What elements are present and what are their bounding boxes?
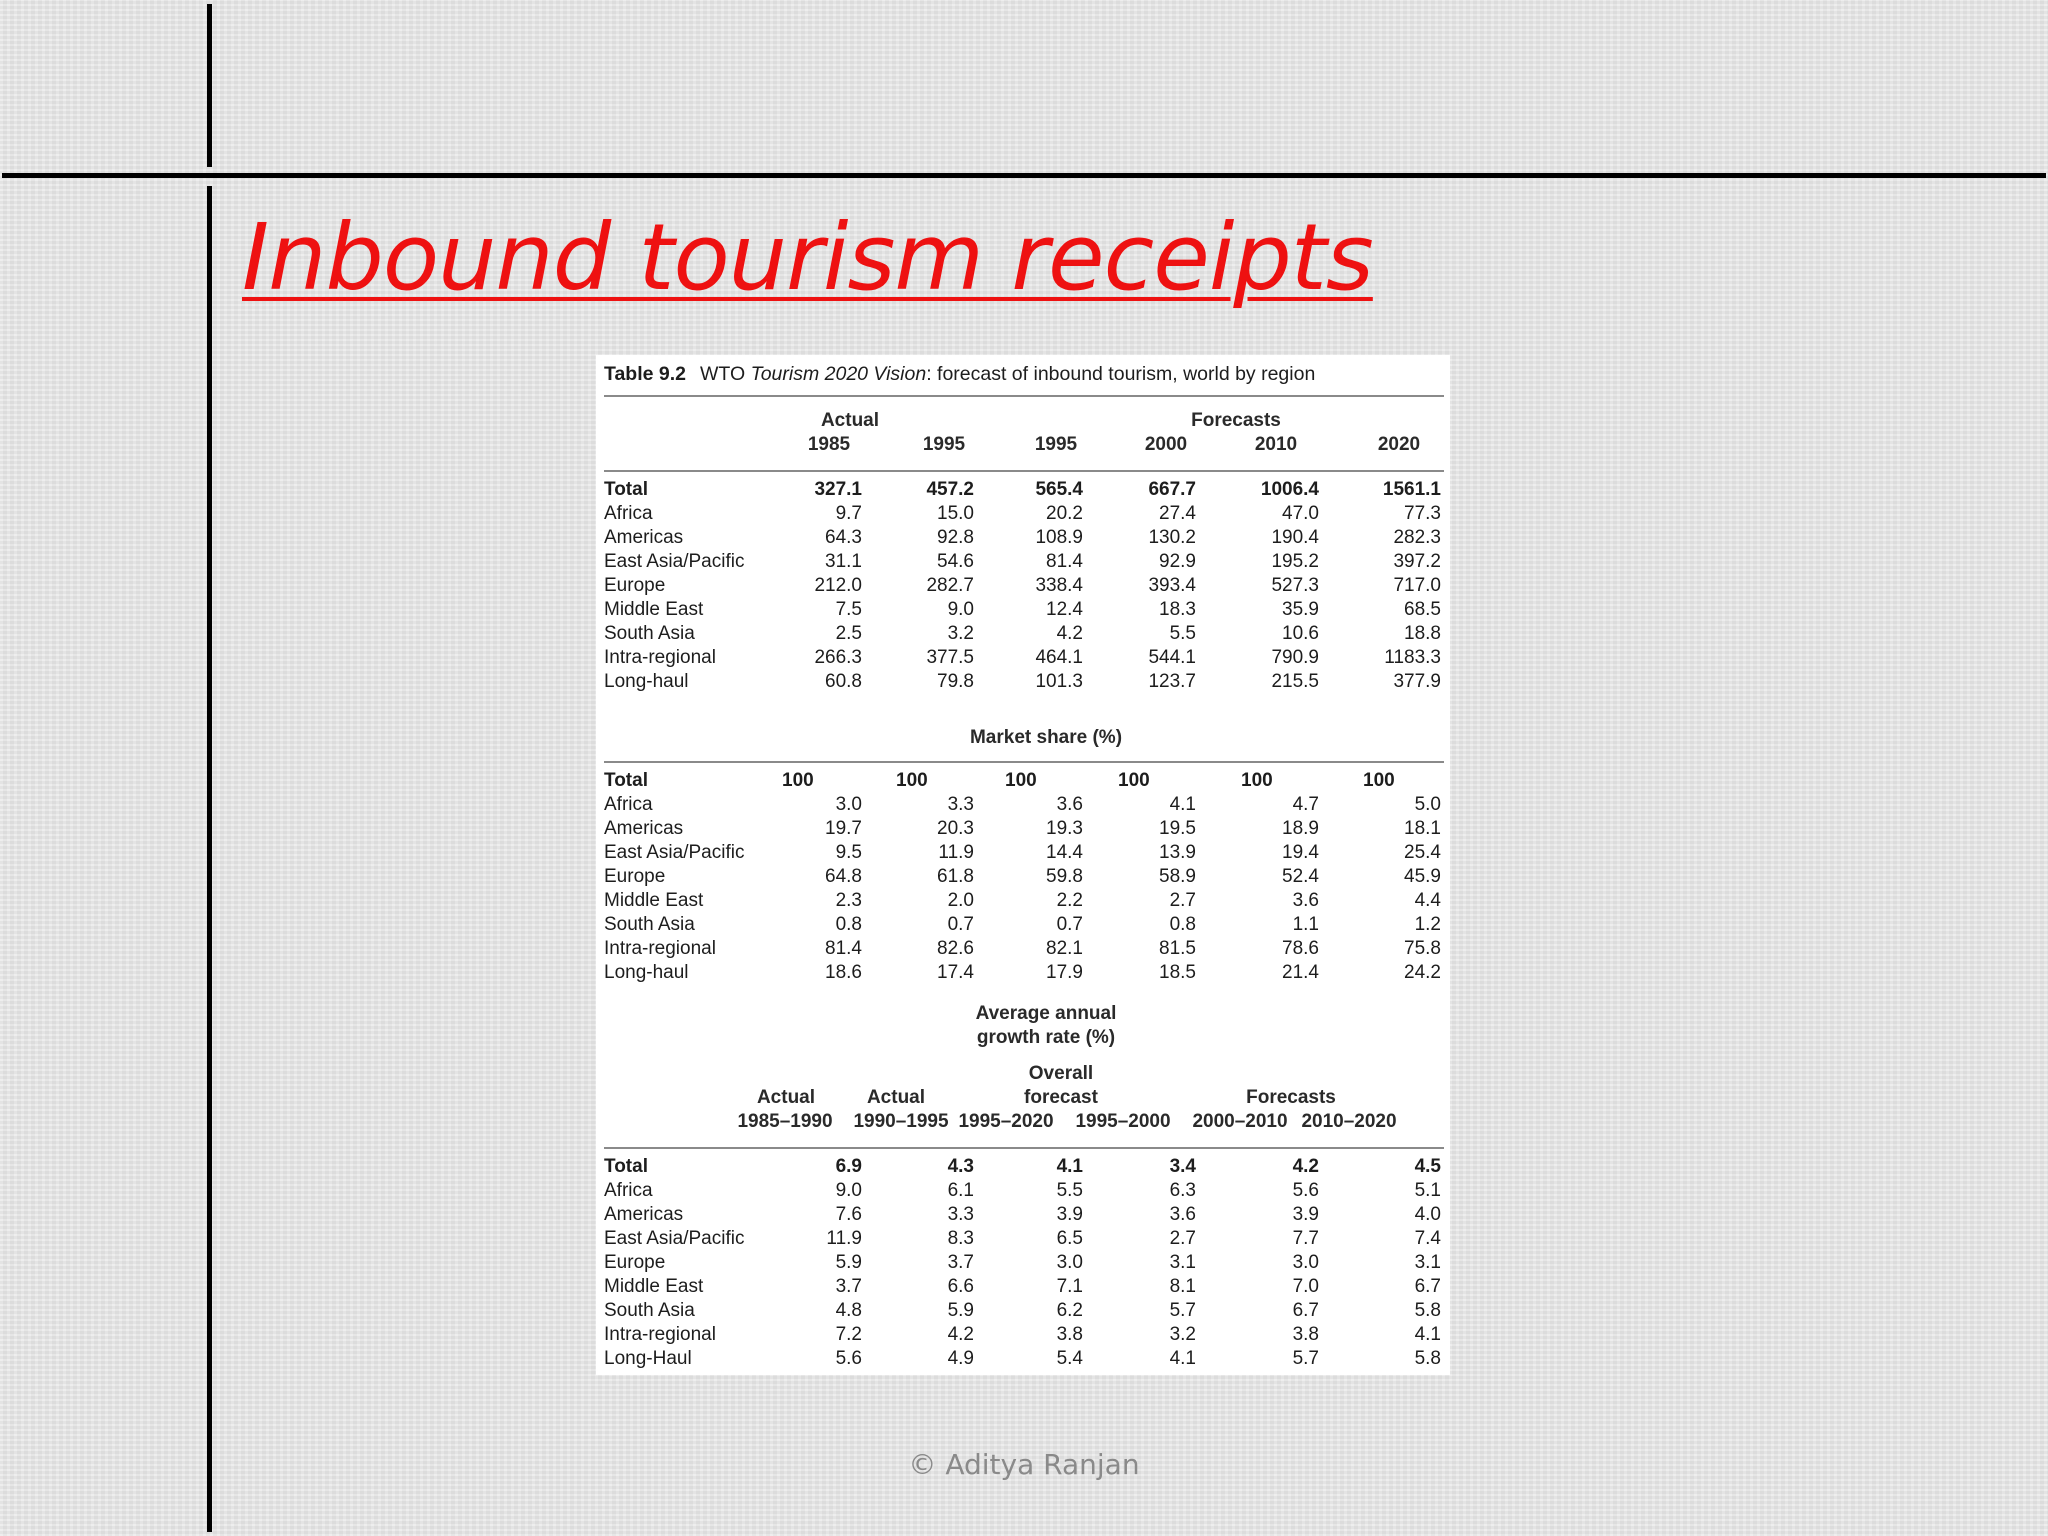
table-cell: 1.1 xyxy=(1292,914,1319,935)
table-rule xyxy=(604,1147,1444,1149)
table-cell: 52.4 xyxy=(1282,866,1319,887)
table-cell: 5.6 xyxy=(835,1348,862,1369)
section-heading-market-share: Market share (%) xyxy=(969,727,1123,748)
row-label: East Asia/Pacific xyxy=(604,842,745,863)
col3-header-line2: forecast xyxy=(1024,1087,1098,1108)
table-cell: 9.0 xyxy=(835,1180,862,1201)
col2-header-line1: Actual xyxy=(866,1087,926,1108)
col5-header: 2000–2010 xyxy=(1192,1111,1288,1132)
table-cell: 100 xyxy=(1118,770,1150,791)
row-label: Americas xyxy=(604,1204,684,1225)
table-cell: 377.9 xyxy=(1393,671,1441,692)
row-label: Europe xyxy=(604,575,666,596)
table-cell: 544.1 xyxy=(1148,647,1196,668)
table-cell: 717.0 xyxy=(1393,575,1441,596)
row-label: Total xyxy=(604,1156,648,1177)
section-heading-growth-line1: Average annual xyxy=(975,1003,1117,1024)
table-cell: 2.3 xyxy=(835,890,862,911)
table-cell: 6.2 xyxy=(1056,1300,1083,1321)
table-cell: 35.9 xyxy=(1282,599,1319,620)
table-cell: 282.3 xyxy=(1393,527,1441,548)
table-cell: 3.7 xyxy=(835,1276,862,1297)
table-cell: 5.7 xyxy=(1169,1300,1196,1321)
table-cell: 61.8 xyxy=(937,866,974,887)
vertical-divider-top xyxy=(207,4,212,167)
table-cell: 18.5 xyxy=(1159,962,1196,983)
col3-header-line1: Overall xyxy=(1028,1063,1094,1084)
table-cell: 100 xyxy=(896,770,928,791)
table-cell: 47.0 xyxy=(1282,503,1319,524)
col1-header-line2: 1985–1990 xyxy=(737,1111,833,1132)
row-label: Long-Haul xyxy=(604,1348,692,1369)
table-cell: 9.7 xyxy=(835,503,862,524)
group-header-actual: Actual xyxy=(820,410,880,431)
year-header: 1985 xyxy=(807,434,851,455)
table-cell: 6.1 xyxy=(947,1180,974,1201)
col4-header: 1995–2000 xyxy=(1075,1111,1171,1132)
row-label: Middle East xyxy=(604,890,704,911)
table-cell: 1.2 xyxy=(1414,914,1441,935)
table-cell: 18.3 xyxy=(1159,599,1196,620)
table-cell: 3.3 xyxy=(947,1204,974,1225)
row-label: Africa xyxy=(604,1180,653,1201)
table-cell: 266.3 xyxy=(814,647,862,668)
table-cell: 4.2 xyxy=(1292,1156,1319,1177)
table-cell: 77.3 xyxy=(1404,503,1441,524)
table-rule xyxy=(604,761,1444,763)
table-cell: 82.6 xyxy=(937,938,974,959)
table-cell: 7.5 xyxy=(835,599,862,620)
year-header: 2020 xyxy=(1377,434,1421,455)
table-cell: 25.4 xyxy=(1404,842,1441,863)
table-cell: 5.8 xyxy=(1414,1348,1441,1369)
table-cell: 215.5 xyxy=(1271,671,1319,692)
table-cell: 100 xyxy=(1005,770,1037,791)
caption-prefix: WTO xyxy=(700,363,751,385)
table-cell: 45.9 xyxy=(1404,866,1441,887)
table-cell: 14.4 xyxy=(1046,842,1083,863)
table-cell: 190.4 xyxy=(1271,527,1319,548)
slide-title: Inbound tourism receipts xyxy=(242,204,1373,311)
table-cell: 5.5 xyxy=(1169,623,1196,644)
table-cell: 0.7 xyxy=(1056,914,1083,935)
table-cell: 64.3 xyxy=(825,527,862,548)
table-cell: 20.2 xyxy=(1046,503,1083,524)
table-cell: 0.7 xyxy=(947,914,974,935)
table-cell: 4.3 xyxy=(947,1156,974,1177)
table-cell: 12.4 xyxy=(1046,599,1083,620)
table-cell: 19.5 xyxy=(1159,818,1196,839)
table-cell: 3.0 xyxy=(835,794,862,815)
table-cell: 667.7 xyxy=(1148,479,1196,500)
table-cell: 282.7 xyxy=(926,575,974,596)
table-cell: 11.9 xyxy=(938,842,974,863)
table-cell: 18.9 xyxy=(1282,818,1319,839)
table-cell: 20.3 xyxy=(937,818,974,839)
table-cell: 5.8 xyxy=(1414,1300,1441,1321)
table-cell: 3.0 xyxy=(1292,1252,1319,1273)
table-cell: 81.4 xyxy=(1046,551,1083,572)
table-cell: 100 xyxy=(1241,770,1273,791)
forecasts-header: Forecasts xyxy=(1246,1087,1336,1108)
row-label: East Asia/Pacific xyxy=(604,1228,745,1249)
col1-header-line1: Actual xyxy=(756,1087,816,1108)
table-cell: 100 xyxy=(1363,770,1395,791)
table-cell: 3.1 xyxy=(1169,1252,1196,1273)
table-cell: 9.0 xyxy=(947,599,974,620)
table-cell: 4.2 xyxy=(947,1324,974,1345)
table-number: Table 9.2 xyxy=(604,363,687,385)
year-header: 1995 xyxy=(1034,434,1078,455)
row-label: Africa xyxy=(604,503,653,524)
table-cell: 18.8 xyxy=(1404,623,1441,644)
table-cell: 100 xyxy=(782,770,814,791)
table-cell: 58.9 xyxy=(1159,866,1196,887)
table-cell: 13.9 xyxy=(1159,842,1196,863)
horizontal-divider xyxy=(2,173,2046,178)
table-cell: 5.0 xyxy=(1414,794,1441,815)
table-cell: 397.2 xyxy=(1393,551,1441,572)
table-cell: 377.5 xyxy=(926,647,974,668)
table-cell: 108.9 xyxy=(1035,527,1083,548)
table-cell: 31.1 xyxy=(825,551,862,572)
vertical-divider xyxy=(207,186,212,1532)
caption-italic: Tourism 2020 Vision xyxy=(750,363,927,385)
table-cell: 8.1 xyxy=(1169,1276,1196,1297)
table-cell: 19.3 xyxy=(1046,818,1083,839)
row-label: Europe xyxy=(604,1252,666,1273)
table-cell: 17.4 xyxy=(937,962,974,983)
table-cell: 3.7 xyxy=(947,1252,974,1273)
table-cell: 4.8 xyxy=(835,1300,862,1321)
table-cell: 5.9 xyxy=(835,1252,862,1273)
table-cell: 0.8 xyxy=(1169,914,1196,935)
table-cell: 11.9 xyxy=(826,1228,862,1249)
table-cell: 790.9 xyxy=(1271,647,1319,668)
table-cell: 7.6 xyxy=(835,1204,862,1225)
table-cell: 2.0 xyxy=(947,890,974,911)
table-cell: 3.6 xyxy=(1292,890,1319,911)
table-cell: 82.1 xyxy=(1046,938,1083,959)
table-cell: 19.7 xyxy=(825,818,862,839)
row-label: Total xyxy=(604,479,648,500)
row-label: Middle East xyxy=(604,1276,704,1297)
table-cell: 7.1 xyxy=(1056,1276,1083,1297)
table-cell: 17.9 xyxy=(1046,962,1083,983)
table-cell: 78.6 xyxy=(1282,938,1319,959)
table-cell: 81.4 xyxy=(825,938,862,959)
table-caption xyxy=(604,363,1315,386)
table-cell: 8.3 xyxy=(947,1228,974,1249)
row-label: South Asia xyxy=(604,914,695,935)
table-cell: 212.0 xyxy=(814,575,862,596)
year-header: 2000 xyxy=(1144,434,1188,455)
table-cell: 4.1 xyxy=(1169,1348,1196,1369)
row-label: Americas xyxy=(604,818,684,839)
row-label: Intra-regional xyxy=(604,1324,716,1345)
row-label: Intra-regional xyxy=(604,647,716,668)
table-cell: 1183.3 xyxy=(1384,647,1441,668)
table-cell: 4.1 xyxy=(1414,1324,1441,1345)
table-cell: 565.4 xyxy=(1035,479,1083,500)
col6-header: 2010–2020 xyxy=(1301,1111,1397,1132)
table-cell: 6.3 xyxy=(1169,1180,1196,1201)
row-label: Long-haul xyxy=(604,671,689,692)
table-cell: 27.4 xyxy=(1159,503,1196,524)
table-cell: 6.6 xyxy=(947,1276,974,1297)
table-cell: 4.1 xyxy=(1056,1156,1083,1177)
table-cell: 1561.1 xyxy=(1382,479,1441,500)
table-cell: 21.4 xyxy=(1282,962,1319,983)
table-cell: 4.2 xyxy=(1056,623,1083,644)
group-header-forecasts: Forecasts xyxy=(1191,410,1281,431)
table-cell: 3.6 xyxy=(1056,794,1083,815)
table-cell: 3.2 xyxy=(1169,1324,1196,1345)
row-label: Europe xyxy=(604,866,666,887)
table-rule xyxy=(604,470,1444,472)
table-cell: 64.8 xyxy=(825,866,862,887)
table-image xyxy=(596,355,1450,1375)
table-cell: 60.8 xyxy=(825,671,862,692)
table-cell: 4.9 xyxy=(947,1348,974,1369)
table-cell: 327.1 xyxy=(814,479,862,500)
table-cell: 2.5 xyxy=(835,623,862,644)
table-cell: 10.6 xyxy=(1282,623,1319,644)
table-cell: 3.4 xyxy=(1169,1156,1196,1177)
table-cell: 4.1 xyxy=(1169,794,1196,815)
col3-header-line3: 1995–2020 xyxy=(958,1111,1054,1132)
table-cell: 59.8 xyxy=(1046,866,1083,887)
table-cell: 3.8 xyxy=(1292,1324,1319,1345)
table-cell: 5.7 xyxy=(1292,1348,1319,1369)
table-rule xyxy=(604,395,1444,397)
row-label: Long-haul xyxy=(604,962,689,983)
table-cell: 79.8 xyxy=(937,671,974,692)
year-header: 1995 xyxy=(922,434,966,455)
table-cell: 6.7 xyxy=(1414,1276,1441,1297)
table-cell: 464.1 xyxy=(1035,647,1083,668)
table-cell: 3.9 xyxy=(1292,1204,1319,1225)
row-label: Intra-regional xyxy=(604,938,716,959)
table-cell: 5.4 xyxy=(1056,1348,1083,1369)
section-heading-growth-line2: growth rate (%) xyxy=(976,1027,1116,1048)
table-cell: 92.8 xyxy=(937,527,974,548)
table-cell: 7.2 xyxy=(835,1324,862,1345)
year-header: 2010 xyxy=(1254,434,1298,455)
table-cell: 3.6 xyxy=(1169,1204,1196,1225)
col2-header-line2: 1990–1995 xyxy=(853,1111,949,1132)
table-cell: 101.3 xyxy=(1035,671,1083,692)
table-cell: 6.5 xyxy=(1056,1228,1083,1249)
table-cell: 54.6 xyxy=(937,551,974,572)
table-cell: 3.9 xyxy=(1056,1204,1083,1225)
row-label: Africa xyxy=(604,794,653,815)
table-cell: 68.5 xyxy=(1404,599,1441,620)
table-cell: 7.7 xyxy=(1292,1228,1319,1249)
table-cell: 3.1 xyxy=(1414,1252,1441,1273)
table-cell: 18.1 xyxy=(1404,818,1441,839)
caption-suffix: : forecast of inbound tourism, world by region xyxy=(926,363,1316,385)
table-cell: 1006.4 xyxy=(1260,479,1319,500)
table-cell: 3.2 xyxy=(947,623,974,644)
table-cell: 130.2 xyxy=(1148,527,1196,548)
table-cell: 0.8 xyxy=(835,914,862,935)
table-cell: 81.5 xyxy=(1159,938,1196,959)
table-cell: 3.8 xyxy=(1056,1324,1083,1345)
row-label: Total xyxy=(604,770,648,791)
table-cell: 2.7 xyxy=(1169,890,1196,911)
row-label: Middle East xyxy=(604,599,704,620)
table-cell: 19.4 xyxy=(1282,842,1319,863)
row-label: South Asia xyxy=(604,623,695,644)
row-label: East Asia/Pacific xyxy=(604,551,745,572)
table-cell: 5.9 xyxy=(947,1300,974,1321)
table-cell: 4.7 xyxy=(1292,794,1319,815)
row-label: South Asia xyxy=(604,1300,695,1321)
footer-copyright: © Aditya Ranjan xyxy=(908,1448,1140,1481)
table-cell: 3.0 xyxy=(1056,1252,1083,1273)
table-cell: 9.5 xyxy=(835,842,862,863)
table-cell: 123.7 xyxy=(1148,671,1196,692)
table-cell: 2.2 xyxy=(1056,890,1083,911)
table-cell: 18.6 xyxy=(825,962,862,983)
table-cell: 5.5 xyxy=(1056,1180,1083,1201)
table-cell: 24.2 xyxy=(1404,962,1441,983)
table-cell: 195.2 xyxy=(1271,551,1319,572)
table-cell: 5.1 xyxy=(1414,1180,1441,1201)
table-cell: 15.0 xyxy=(937,503,974,524)
table-cell: 338.4 xyxy=(1035,575,1083,596)
table-cell: 393.4 xyxy=(1148,575,1196,596)
table-cell: 2.7 xyxy=(1169,1228,1196,1249)
table-cell: 527.3 xyxy=(1271,575,1319,596)
table-cell: 4.4 xyxy=(1414,890,1441,911)
table-cell: 6.9 xyxy=(835,1156,862,1177)
row-label: Americas xyxy=(604,527,684,548)
table-cell: 4.5 xyxy=(1414,1156,1441,1177)
table-cell: 4.0 xyxy=(1414,1204,1441,1225)
table-cell: 457.2 xyxy=(926,479,974,500)
table-cell: 75.8 xyxy=(1404,938,1441,959)
table-cell: 3.3 xyxy=(947,794,974,815)
table-cell: 7.4 xyxy=(1414,1228,1441,1249)
table-cell: 7.0 xyxy=(1292,1276,1319,1297)
table-cell: 5.6 xyxy=(1292,1180,1319,1201)
table-cell: 92.9 xyxy=(1159,551,1196,572)
table-cell: 6.7 xyxy=(1292,1300,1319,1321)
